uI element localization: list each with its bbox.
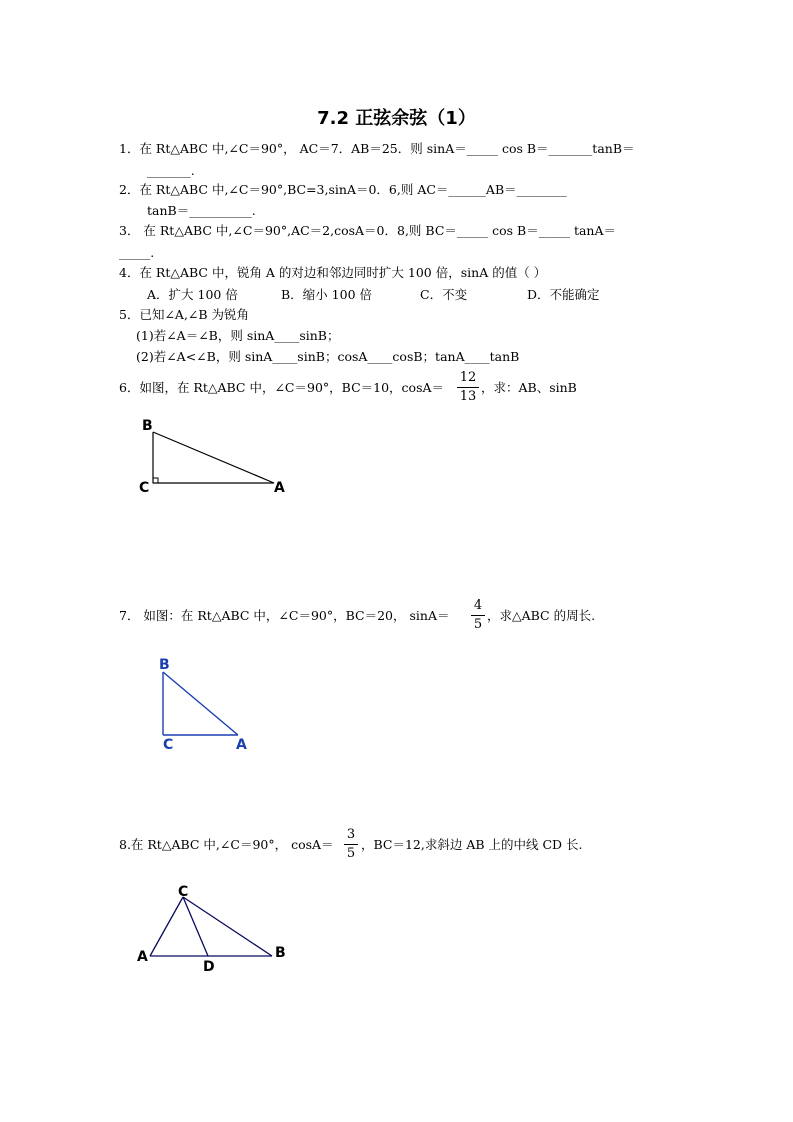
q6-fraction-denominator: 13: [459, 389, 477, 404]
q6-label-c: C: [139, 480, 150, 496]
q7-text-after: ，求△ABC 的周长.: [487, 608, 596, 623]
q8-fraction-denominator: 5: [346, 846, 356, 861]
q4-option-b: B．缩小 100 倍: [281, 287, 372, 302]
q2-line2: tanB＝__________.: [147, 203, 256, 218]
q7-fraction-numerator: 4: [473, 598, 483, 613]
q4-option-d: D．不能确定: [527, 287, 600, 302]
q3-line2: _____.: [119, 245, 155, 260]
q5-intro: 5．已知∠A,∠B 为锐角: [119, 307, 250, 322]
q1-line1: 1．在 Rt△ABC 中,∠C＝90°， AC＝7．AB＝25．则 sinA＝_____ cos B＝_______tanB＝: [119, 141, 635, 156]
q8-label-a: A: [137, 949, 148, 965]
q5-sub1: (1)若∠A＝∠B，则 sinA____sinB；: [136, 328, 340, 343]
q8-label-c: C: [178, 884, 189, 900]
q8-text-before: 8.在 Rt△ABC 中,∠C＝90°， cosA＝: [119, 837, 334, 852]
q5-sub2: (2)若∠A<∠B，则 sinA____sinB；cosA____cosB；tanA____tanB: [136, 349, 520, 364]
q6-label-a: A: [274, 480, 285, 496]
q4-question: 4．在 Rt△ABC 中，锐角 A 的对边和邻边同时扩大 100 倍，sinA 的值（ ）: [119, 265, 547, 280]
q8-label-b: B: [275, 945, 286, 961]
q4-option-a: A．扩大 100 倍: [147, 287, 238, 302]
q7-label-a: A: [236, 737, 247, 753]
q6-text-before: 6．如图，在 Rt△ABC 中，∠C＝90°，BC＝10，cosA＝: [119, 380, 445, 395]
q7-label-c: C: [163, 737, 174, 753]
q6-text-after: ，求：AB、sinB: [481, 380, 577, 395]
q8-fraction-numerator: 3: [346, 827, 356, 842]
q4-option-c: C．不变: [420, 287, 468, 302]
q3-line1: 3． 在 Rt△ABC 中,∠C＝90°,AC＝2,cosA＝0．8,则 BC＝_____ cos B＝_____ tanA＝: [119, 223, 616, 238]
page-title: 7.2 正弦余弦（1）: [317, 108, 476, 129]
q2-line1: 2．在 Rt△ABC 中,∠C＝90°,BC=3,sinA＝0．6,则 AC＝______AB＝________: [119, 182, 567, 197]
q8-label-d: D: [203, 959, 215, 975]
q6-label-b: B: [142, 418, 153, 434]
q8-side-cb: [183, 897, 272, 956]
q8-text-after: ，BC＝12,求斜边 AB 上的中线 CD 长.: [361, 837, 583, 852]
q7-fraction-denominator: 5: [473, 617, 483, 632]
q7-text-before: 7． 如图：在 Rt△ABC 中，∠C＝90°，BC＝20， sinA＝: [119, 608, 450, 623]
q6-fraction-numerator: 12: [459, 370, 477, 385]
q8-side-ca: [150, 897, 183, 956]
q7-label-b: B: [159, 657, 170, 673]
q1-line2: _______.: [147, 163, 195, 178]
